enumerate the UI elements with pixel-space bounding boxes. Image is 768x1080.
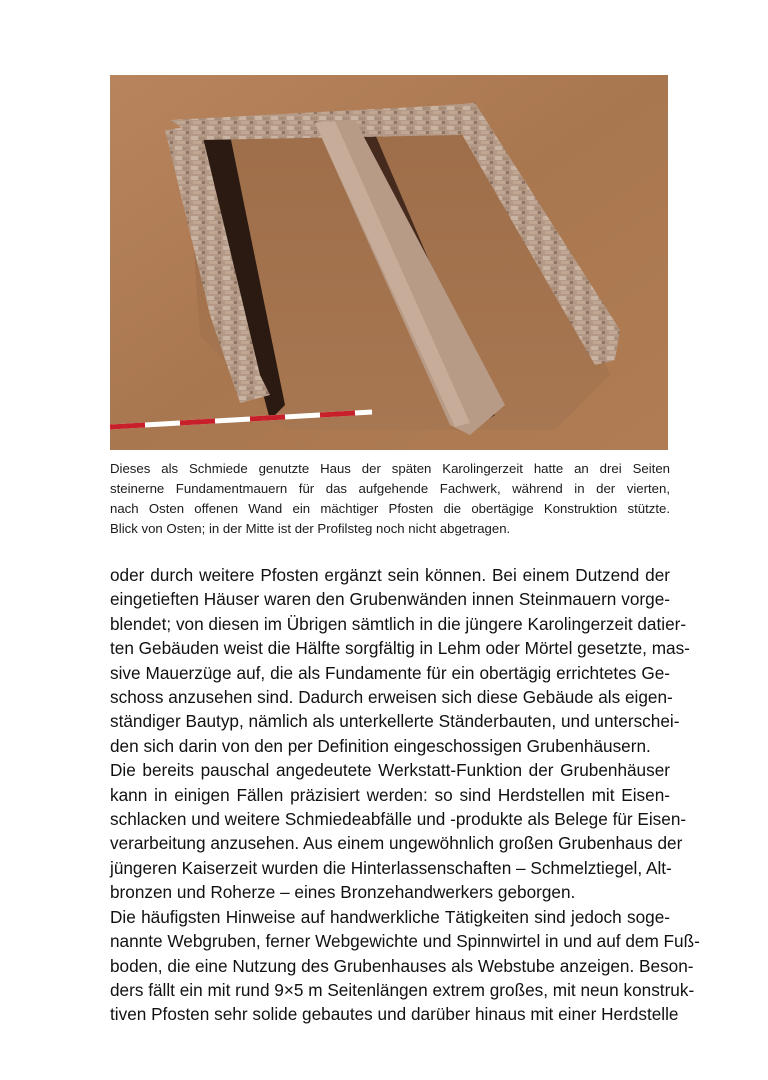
caption-line: steinerne Fundamentmauern für das aufgehende Fachwerk, während in der vierten,	[110, 481, 670, 496]
text-line: ständiger Bautyp, nämlich als unterkellerte Ständerbauten, und unterschei-	[110, 711, 680, 732]
text-line: Die häufigsten Hinweise auf handwerkliche Tätigkeiten sind jedoch soge-	[110, 906, 670, 927]
body-text	[110, 563, 700, 1027]
text-line: tiven Pfosten sehr solide gebautes und darüber hinaus mit einer Herdstelle	[110, 1004, 679, 1025]
text-line: eingetieften Häuser waren den Grubenwänden innen Steinmauern vorge-	[110, 589, 670, 610]
text-line: jüngeren Kaiserzeit wurden die Hinterlassenschaften – Schmelztiegel, Alt-	[110, 857, 672, 878]
excavation-photo	[110, 75, 668, 450]
text-line: oder durch weitere Pfosten ergänzt sein können. Bei einem Dutzend der	[110, 565, 670, 585]
text-line: Die bereits pauschal angedeutete Werkstatt-Funktion der Grubenhäuser	[110, 760, 670, 781]
text-line: ders fällt ein mit rund 9×5 m Seitenlängen extrem großes, mit neun konstruk-	[110, 979, 695, 1000]
text-line: boden, die eine Nutzung des Grubenhauses als Webstube anzeigen. Beson-	[110, 955, 694, 976]
excavation-image	[110, 75, 668, 450]
caption-line: nach Osten offenen Wand ein mächtiger Pfosten die obertägige Konstruktion stützte.	[110, 501, 670, 516]
text-line: bronzen und Roherze – eines Bronzehandwerkers geborgen.	[110, 882, 576, 903]
text-line: den sich darin von den per Definition eingeschossigen Grubenhäusern.	[110, 735, 651, 756]
text-line: verarbeitung anzusehen. Aus einem ungewöhnlich großen Grubenhaus der	[110, 833, 683, 854]
caption-line: Dieses als Schmiede genutzte Haus der späten Karolingerzeit hatte an drei Seiten	[110, 461, 670, 476]
text-line: schlacken und weitere Schmiedeabfälle und -produkte als Belege für Eisen-	[110, 809, 687, 830]
caption-line: Blick von Osten; in der Mitte ist der Profilsteg noch nicht abgetragen.	[110, 521, 511, 536]
text-line: ten Gebäuden weist die Hälfte sorgfältig in Lehm oder Mörtel gesetzte, mas-	[110, 638, 690, 659]
text-line: kann in einigen Fällen präzisiert werden: so sind Herdstellen mit Eisen-	[110, 784, 670, 805]
text-line: schoss anzusehen sind. Dadurch erweisen sich diese Gebäude als eigen-	[110, 687, 673, 708]
paragraph	[110, 563, 690, 758]
paragraph	[110, 758, 687, 904]
figure-caption	[110, 459, 670, 539]
text-line: nannte Webgruben, ferner Webgewichte und Spinnwirtel in und auf dem Fuß-	[110, 931, 700, 952]
text-line: sive Mauerzüge auf, die als Fundamente für ein obertägig errichtetes Ge-	[110, 662, 670, 683]
text-line: blendet; von diesen im Übrigen sämtlich in die jüngere Karolingerzeit datier-	[110, 613, 687, 634]
paragraph	[110, 905, 700, 1027]
